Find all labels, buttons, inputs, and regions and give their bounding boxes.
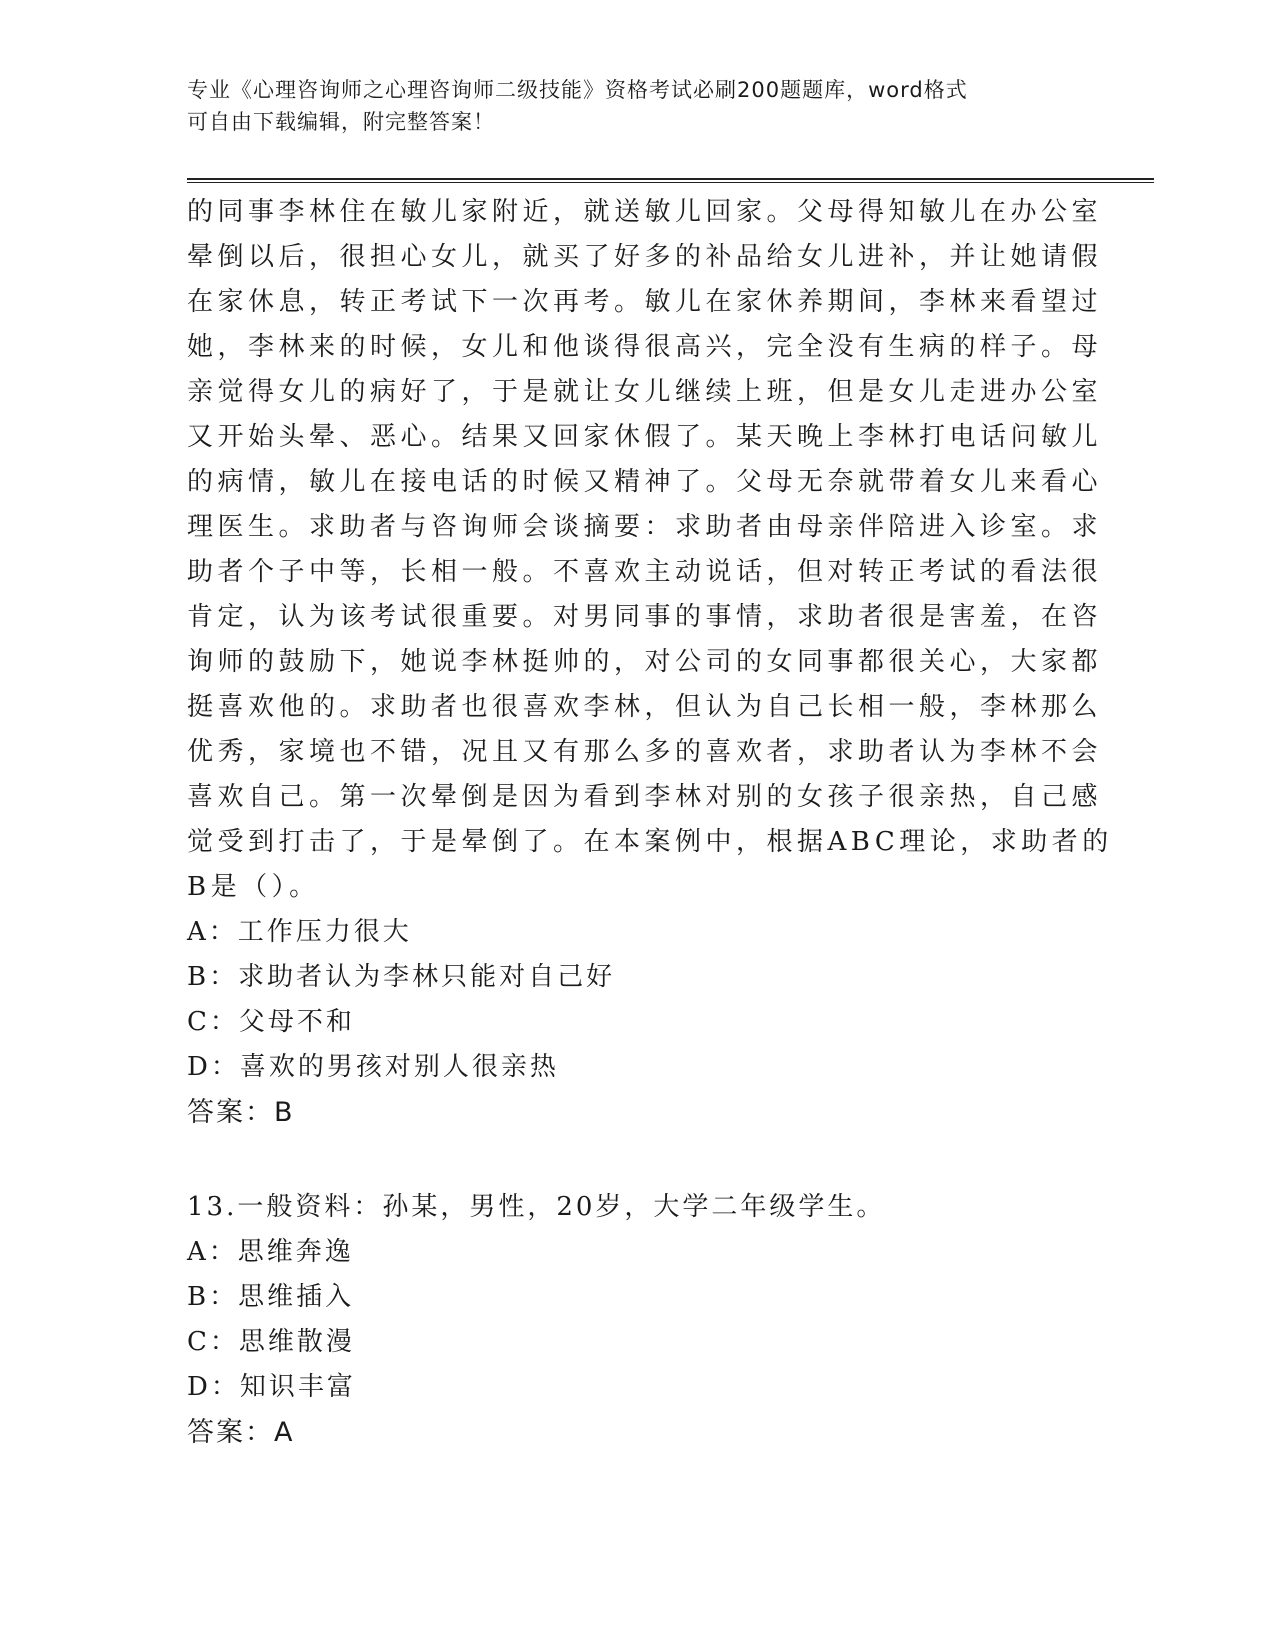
question-13-answer: 答案：A	[187, 1417, 295, 1448]
passage-line: 优秀，家境也不错，况且又有那么多的喜欢者，求助者认为李林不会	[187, 737, 1103, 767]
passage-line: 理医生。求助者与咨询师会谈摘要：求助者由母亲伴陪进入诊室。求	[187, 512, 1103, 542]
header-divider	[187, 178, 1154, 183]
question-13-option-d: D：知识丰富	[187, 1372, 356, 1402]
question-12-option-a: A：工作压力很大	[187, 917, 412, 947]
document-header	[187, 74, 1067, 138]
passage-line: 觉受到打击了，于是晕倒了。在本案例中，根据ABC理论，求助者的	[187, 827, 1113, 857]
passage-line: 又开始头晕、恶心。结果又回家休假了。某天晚上李林打电话问敏儿	[187, 422, 1103, 452]
passage-line: 晕倒以后，很担心女儿，就买了好多的补品给女儿进补，并让她请假	[187, 242, 1103, 272]
question-12-passage	[187, 190, 1113, 910]
header-line-1: 专业《心理咨询师之心理咨询师二级技能》资格考试必刷200题题库，word格式	[187, 78, 968, 102]
question-13-option-b: B：思维插入	[187, 1282, 355, 1312]
passage-line: 助者个子中等，长相一般。不喜欢主动说话，但对转正考试的看法很	[187, 557, 1103, 587]
passage-line: B是（）。	[187, 872, 320, 902]
passage-line: 在家休息，转正考试下一次再考。敏儿在家休养期间，李林来看望过	[187, 287, 1103, 317]
header-line-2: 可自由下载编辑，附完整答案！	[187, 110, 495, 134]
question-12-answer: 答案：B	[187, 1097, 295, 1128]
question-13-stem: 13.一般资料：孙某，男性，20岁，大学二年级学生。	[187, 1192, 886, 1222]
passage-line: 的同事李林住在敏儿家附近，就送敏儿回家。父母得知敏儿在办公室	[187, 197, 1103, 227]
question-13-option-a: A：思维奔逸	[187, 1237, 354, 1267]
question-12-option-b: B：求助者认为李林只能对自己好	[187, 962, 616, 992]
passage-line: 的病情，敏儿在接电话的时候又精神了。父母无奈就带着女儿来看心	[187, 467, 1103, 497]
passage-line: 喜欢自己。第一次晕倒是因为看到李林对别的女孩子很亲热，自己感	[187, 782, 1103, 812]
passage-line: 询师的鼓励下，她说李林挺帅的，对公司的女同事都很关心，大家都	[187, 647, 1103, 677]
question-12-option-d: D：喜欢的男孩对别人很亲热	[187, 1052, 559, 1082]
passage-line: 亲觉得女儿的病好了，于是就让女儿继续上班，但是女儿走进办公室	[187, 377, 1103, 407]
question-13-option-c: C：思维散漫	[187, 1327, 355, 1357]
passage-line: 肯定，认为该考试很重要。对男同事的事情，求助者很是害羞，在咨	[187, 602, 1103, 632]
passage-line: 她，李林来的时候，女儿和他谈得很高兴，完全没有生病的样子。母	[187, 332, 1103, 362]
question-12-option-c: C：父母不和	[187, 1007, 355, 1037]
passage-line: 挺喜欢他的。求助者也很喜欢李林，但认为自己长相一般，李林那么	[187, 692, 1103, 722]
